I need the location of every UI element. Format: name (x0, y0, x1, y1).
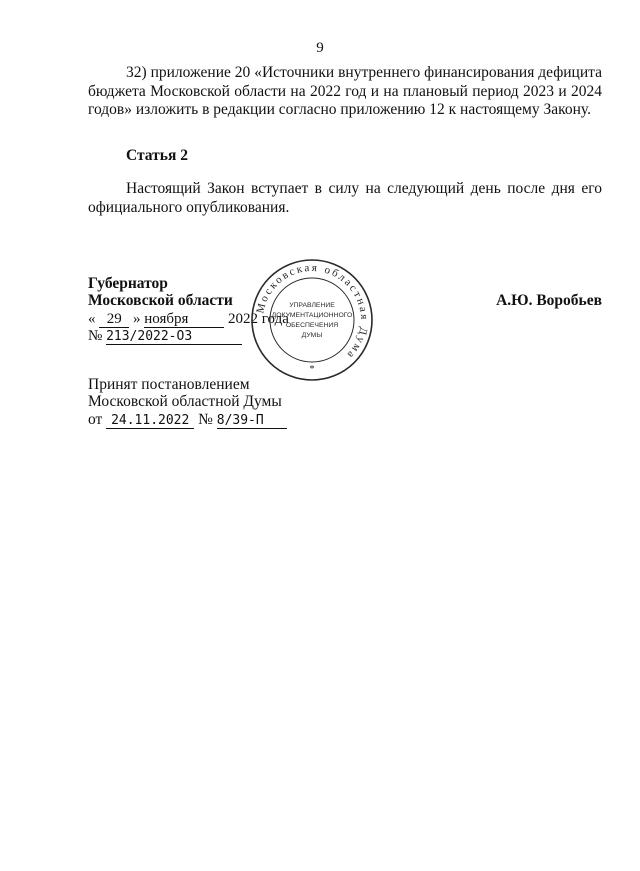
law-number-row (88, 327, 242, 345)
stamp-line-4: ДУМЫ (301, 332, 323, 339)
day-field: 29 (99, 312, 129, 328)
number-sign: № (88, 328, 103, 344)
adoption-number-field: 8/39-П (217, 413, 287, 429)
close-quote: » (133, 311, 141, 327)
article-heading: Статья 2 (126, 147, 188, 164)
stamp-line-3: ОБЕСПЕЧЕНИЯ (285, 322, 339, 329)
adoption-date-row (88, 411, 287, 429)
adoption-line2: Московской областной Думы (88, 393, 282, 410)
stamp-line-2: ДОКУМЕНТАЦИОННОГО (271, 312, 353, 319)
article-text: Настоящий Закон вступает в силу на следующий день после дня его официального опубликования. (88, 180, 602, 216)
page-number: 9 (316, 40, 324, 56)
adoption-line1: Принят постановлением (88, 376, 250, 393)
from-label: от (88, 411, 103, 428)
official-stamp (250, 258, 374, 382)
law-number-field: 213/2022-ОЗ (106, 329, 242, 345)
adoption-date-field: 24.11.2022 (106, 413, 194, 429)
open-quote: « (88, 311, 96, 327)
adoption-number-sign: № (198, 411, 213, 428)
stamp-ring-text: Московская областная Дума (254, 261, 371, 363)
stamp-line-1: УПРАВЛЕНИЕ (289, 302, 335, 309)
signer-name: А.Ю. Воробьев (496, 292, 602, 309)
month-field: ноября (144, 312, 224, 328)
governor-title-line2: Московской области (88, 292, 233, 309)
stamp-star: * (309, 364, 315, 375)
governor-title-line1: Губернатор (88, 275, 168, 292)
paragraph-32: 32) приложение 20 «Источники внутреннего финансирования дефицита бюджета Московской области на 2022 год и на плановый период 2023 и 2024 годов» изложить в редакции согласно приложению 12 к настоящему Закону. (88, 64, 602, 118)
year-text: 2022 года (228, 311, 289, 327)
